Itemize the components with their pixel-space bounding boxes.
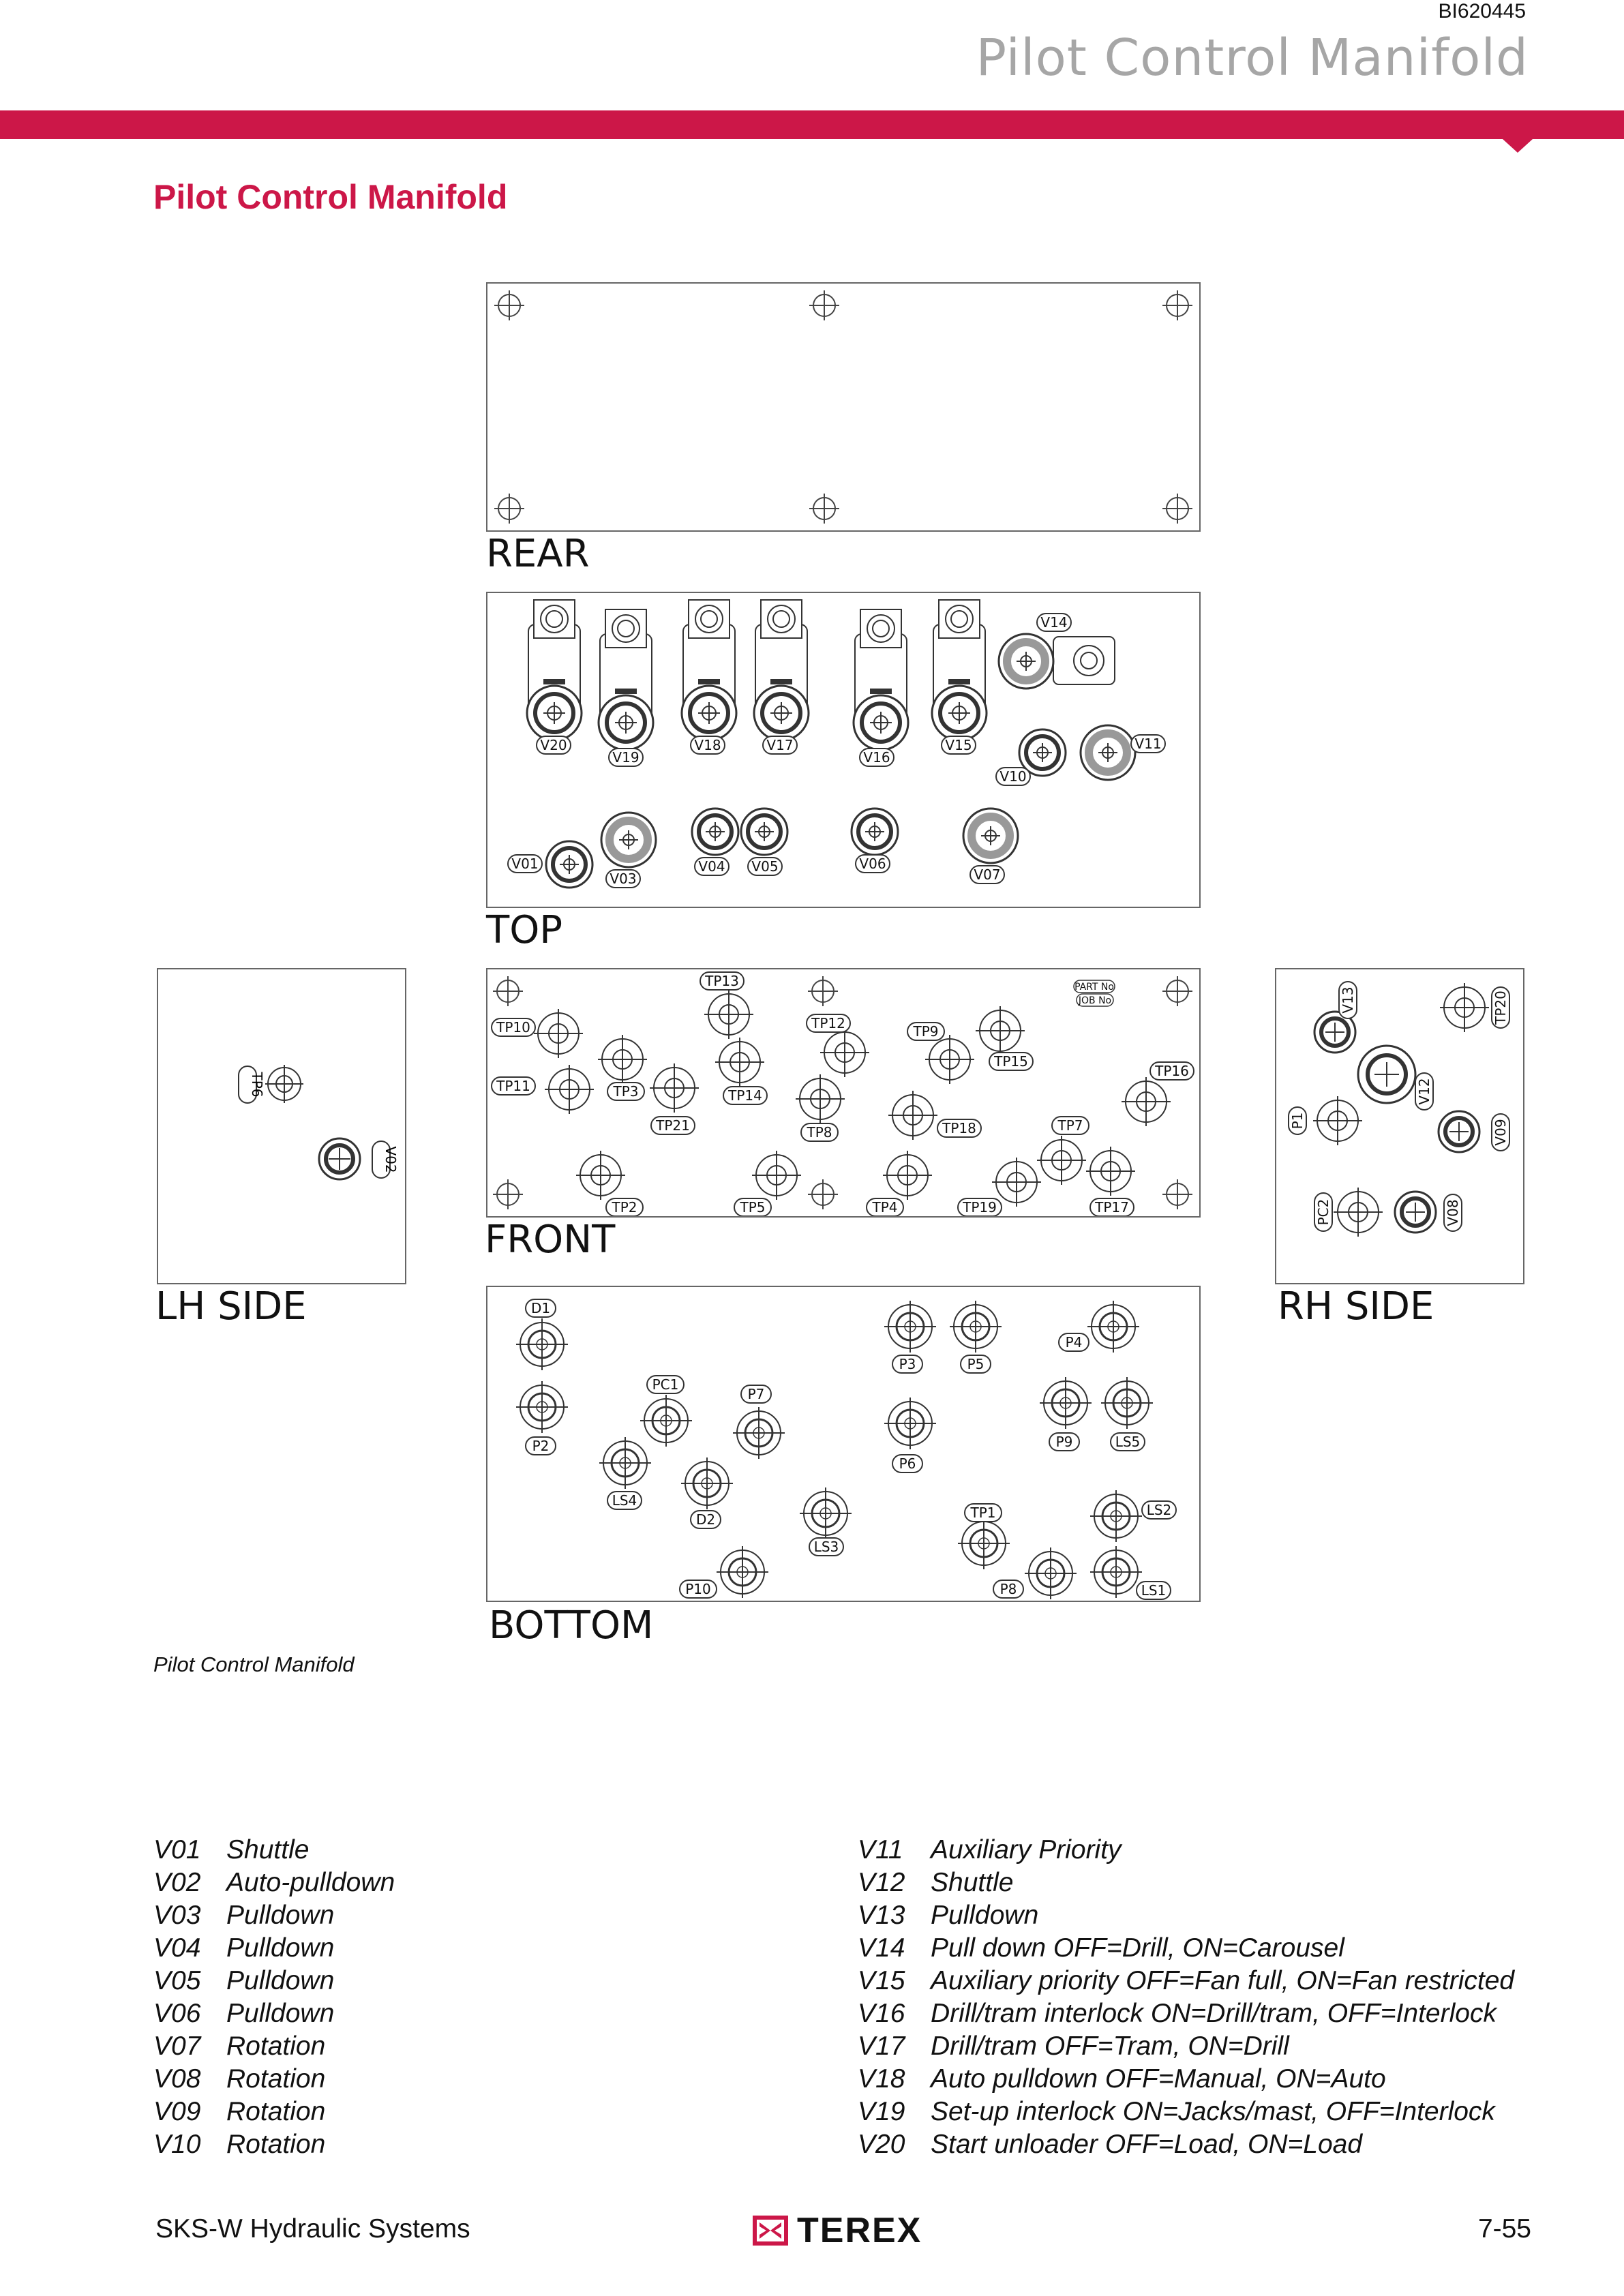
port-p6-icon: [884, 1398, 936, 1449]
port-tp16-icon: [1122, 1077, 1171, 1126]
legend-code: V13: [858, 1901, 905, 1930]
label-tp12: [807, 1014, 850, 1032]
legend-desc: Pulldown: [226, 1966, 335, 1995]
mount-hole-icon: [809, 290, 839, 320]
svg-text:P3: P3: [899, 1356, 916, 1372]
svg-text:TP10: TP10: [496, 1019, 530, 1036]
label-v16: [860, 749, 894, 766]
svg-text:TP7: TP7: [1057, 1117, 1083, 1134]
svg-text:P4: P4: [1065, 1334, 1083, 1350]
section-title: Pilot Control Manifold: [153, 178, 508, 216]
svg-text:P5: P5: [967, 1356, 984, 1372]
port-p5-icon: [950, 1301, 1002, 1353]
legend-row: [153, 1965, 395, 1997]
mount-hole-icon: [493, 1179, 523, 1209]
label-pc1: [647, 1376, 684, 1393]
port-tp15-icon: [976, 1006, 1025, 1055]
label-ls5: [1111, 1433, 1145, 1451]
label-v20: [537, 736, 571, 754]
legend-code: V08: [153, 2064, 201, 2094]
port-tp7-icon: [1037, 1136, 1086, 1185]
svg-text:V15: V15: [945, 737, 972, 753]
valve-v15-icon: [932, 600, 987, 740]
bottom-view-drawing: [487, 1287, 1199, 1601]
legend-code: V05: [153, 1966, 201, 1995]
legend-code: V03: [153, 1901, 201, 1930]
legend-desc: Drill/tram interlock ON=Drill/tram, OFF=Interlock: [931, 1999, 1497, 2028]
legend-row: [153, 2096, 395, 2128]
svg-text:V06: V06: [859, 856, 886, 872]
valve-v12-icon: [1358, 1046, 1415, 1103]
svg-text:LS3: LS3: [813, 1539, 839, 1555]
legend-code: V16: [858, 1999, 905, 2028]
svg-text:V04: V04: [698, 858, 725, 875]
svg-text:V12: V12: [1416, 1078, 1432, 1105]
legend-code: V12: [858, 1868, 905, 1897]
label-v06: [856, 855, 890, 873]
top-view-drawing: [487, 593, 1199, 907]
label-p10: [680, 1580, 717, 1598]
legend-code: V11: [858, 1835, 903, 1864]
label-p2: [526, 1437, 556, 1455]
port-ls2-icon: [1090, 1490, 1142, 1542]
svg-text:P9: P9: [1055, 1434, 1073, 1450]
legend-desc: Rotation: [226, 2097, 326, 2126]
port-p9-icon: [1040, 1377, 1092, 1429]
svg-text:D2: D2: [695, 1511, 716, 1528]
svg-text:TP19: TP19: [963, 1199, 997, 1215]
port-tp5-icon: [752, 1151, 801, 1200]
label-v03: [606, 870, 640, 888]
port-p7-icon: [733, 1407, 785, 1459]
port-d2-icon: [681, 1457, 733, 1509]
label-p3: [892, 1355, 922, 1373]
valve-v03-icon: [601, 813, 656, 867]
label-v09: [1492, 1114, 1509, 1151]
svg-text:V09: V09: [1492, 1119, 1509, 1146]
legend-row: [153, 2030, 395, 2063]
port-tp19-icon: [992, 1158, 1041, 1207]
legend-desc: Auto pulldown OFF=Manual, ON=Auto: [931, 2064, 1386, 2094]
port-tp2-icon: [576, 1151, 625, 1200]
lh-side-panel: [157, 968, 406, 1284]
valve-v14-icon: [999, 634, 1115, 689]
legend-row: [858, 1867, 1514, 1899]
label-ls4: [607, 1492, 642, 1509]
label-v13: [1339, 982, 1357, 1018]
mount-hole-icon: [494, 494, 524, 524]
label-v10: [996, 768, 1030, 785]
rh-side-drawing: [1276, 969, 1523, 1283]
mount-hole-icon: [809, 494, 839, 524]
legend-row: [153, 1997, 395, 2030]
port-d1-icon: [516, 1318, 568, 1370]
legend-desc: Pulldown: [226, 1933, 335, 1963]
legend-desc: Pulldown: [226, 1901, 335, 1930]
svg-text:V20: V20: [540, 737, 567, 753]
legend-row: [858, 2128, 1514, 2161]
svg-text:LS1: LS1: [1141, 1582, 1167, 1599]
label-v12: [1415, 1073, 1433, 1110]
port-tp13-icon: [704, 990, 753, 1039]
svg-text:P6: P6: [899, 1455, 916, 1472]
bottom-view-label: BOTTOM: [489, 1603, 654, 1648]
label-d2: [691, 1511, 721, 1528]
svg-text:V16: V16: [863, 749, 890, 766]
svg-text:TP3: TP3: [613, 1083, 639, 1100]
svg-text:V19: V19: [612, 749, 640, 766]
legend-row: [858, 1834, 1514, 1867]
port-tp9-icon: [925, 1035, 974, 1084]
rear-view-label: REAR: [486, 532, 590, 576]
label-v15: [942, 736, 976, 754]
svg-text:TP21: TP21: [656, 1117, 690, 1134]
terex-logo-text: TEREX: [797, 2211, 922, 2250]
label-v19: [609, 749, 643, 766]
valve-v16-icon: [854, 609, 908, 750]
label-tp14: [723, 1087, 767, 1104]
valve-v01-icon: [546, 841, 592, 888]
label-tp6: [239, 1066, 265, 1103]
port-tp21-icon: [650, 1063, 699, 1113]
label-tp7: [1052, 1117, 1089, 1134]
legend-desc: Auxiliary Priority: [931, 1835, 1122, 1864]
bottom-view-panel: [486, 1286, 1201, 1602]
footer-manual-title: SKS-W Hydraulic Systems: [155, 2214, 470, 2244]
svg-text:TP9: TP9: [913, 1023, 939, 1040]
label-pc2: [1314, 1193, 1332, 1231]
valve-legend-right: [858, 1834, 1514, 2161]
port-tp11-icon: [545, 1065, 594, 1114]
svg-text:V14: V14: [1040, 614, 1068, 631]
port-tp20-icon: [1440, 983, 1489, 1032]
svg-text:V17: V17: [766, 737, 794, 753]
label-v18: [691, 736, 725, 754]
label-p6: [892, 1455, 922, 1472]
front-view-label: FRONT: [485, 1218, 616, 1262]
svg-text:PC2: PC2: [1315, 1198, 1332, 1226]
label-tp20: [1492, 987, 1509, 1028]
valve-v20-icon: [527, 600, 582, 740]
label-tp2: [606, 1198, 643, 1216]
svg-text:P2: P2: [532, 1438, 550, 1454]
legend-row: [153, 1834, 395, 1867]
port-pc2-icon: [1334, 1188, 1383, 1237]
rh-side-panel: [1275, 968, 1524, 1284]
svg-text:TP13: TP13: [705, 973, 739, 989]
legend-desc: Rotation: [226, 2064, 326, 2094]
label-ls2: [1142, 1501, 1176, 1519]
label-v08: [1444, 1194, 1462, 1231]
svg-text:PC1: PC1: [652, 1376, 679, 1393]
svg-text:LS2: LS2: [1146, 1502, 1172, 1518]
label-tp10: [492, 1018, 535, 1036]
port-tp6-icon: [265, 1065, 303, 1103]
label-tp9: [907, 1023, 944, 1040]
legend-row: [858, 1932, 1514, 1965]
mount-hole-icon: [493, 976, 523, 1006]
label-p9: [1049, 1433, 1079, 1451]
top-view-label: TOP: [486, 908, 563, 952]
svg-text:TP18: TP18: [942, 1120, 976, 1136]
port-p10-icon: [717, 1546, 768, 1598]
svg-text:V02: V02: [382, 1146, 399, 1173]
rh-side-label: RH SIDE: [1278, 1284, 1434, 1329]
port-tp10-icon: [534, 1009, 583, 1058]
label-tp8: [801, 1123, 838, 1141]
legend-desc: Rotation: [226, 2130, 326, 2159]
port-tp1-icon: [958, 1517, 1010, 1569]
job-number-plate: [1077, 994, 1113, 1006]
svg-text:V03: V03: [610, 871, 637, 887]
label-p8: [993, 1580, 1023, 1598]
svg-text:D1: D1: [530, 1300, 551, 1316]
svg-text:V10: V10: [999, 768, 1027, 785]
mount-hole-icon: [808, 976, 838, 1006]
part-number-plate: [1074, 980, 1115, 993]
port-p1-icon: [1313, 1096, 1362, 1145]
document-id: BI620445: [1438, 0, 1526, 22]
label-p7: [741, 1385, 771, 1403]
label-tp5: [734, 1198, 771, 1216]
port-pc1-icon: [640, 1395, 692, 1447]
header-title: Pilot Control Manifold: [976, 29, 1529, 87]
legend-desc: Shuttle: [931, 1868, 1014, 1897]
legend-desc: Auxiliary priority OFF=Fan full, ON=Fan restricted: [931, 1966, 1515, 1995]
label-p4: [1059, 1333, 1089, 1351]
valve-v02-icon: [319, 1138, 360, 1179]
legend-desc: Pulldown: [931, 1901, 1039, 1930]
port-ls4-icon: [599, 1437, 651, 1489]
front-view-panel: [486, 968, 1201, 1218]
svg-text:PART No: PART No: [1074, 982, 1114, 993]
svg-text:V18: V18: [694, 737, 721, 753]
label-d1: [526, 1299, 556, 1317]
legend-row: [858, 2030, 1514, 2063]
svg-text:P10: P10: [685, 1581, 711, 1597]
lh-side-label: LH SIDE: [155, 1284, 307, 1329]
port-ls3-icon: [800, 1487, 852, 1539]
port-tp18-icon: [888, 1091, 937, 1140]
legend-code: V01: [153, 1835, 201, 1864]
legend-desc: Pulldown: [226, 1999, 335, 2028]
svg-text:LS4: LS4: [612, 1492, 637, 1509]
legend-desc: Shuttle: [226, 1835, 310, 1864]
svg-text:TP2: TP2: [612, 1199, 637, 1215]
label-tp13: [700, 972, 744, 990]
label-tp1: [965, 1504, 1002, 1522]
label-v14: [1037, 614, 1071, 631]
legend-desc: Start unloader OFF=Load, ON=Load: [931, 2130, 1363, 2159]
label-p1: [1289, 1107, 1306, 1134]
svg-text:V07: V07: [974, 866, 1001, 883]
mount-hole-icon: [808, 1179, 838, 1209]
port-p3-icon: [884, 1301, 936, 1353]
legend-desc: Set-up interlock ON=Jacks/mast, OFF=Interlock: [931, 2097, 1495, 2126]
port-tp12-icon: [820, 1028, 869, 1077]
mount-hole-icon: [1162, 1179, 1192, 1209]
mount-hole-icon: [1162, 976, 1192, 1006]
legend-code: V17: [858, 2031, 905, 2061]
port-tp14-icon: [715, 1038, 764, 1087]
svg-text:TP14: TP14: [728, 1087, 762, 1104]
svg-text:TP6: TP6: [249, 1072, 265, 1098]
valve-v05-icon: [741, 809, 787, 855]
legend-row: [153, 2063, 395, 2096]
legend-row: [858, 1899, 1514, 1932]
top-view-panel: [486, 592, 1201, 908]
legend-code: V07: [153, 2031, 201, 2061]
label-tp15: [989, 1053, 1033, 1070]
legend-desc: Auto-pulldown: [226, 1868, 395, 1897]
legend-code: V06: [153, 1999, 201, 2028]
port-ls5-icon: [1101, 1377, 1153, 1429]
svg-text:V11: V11: [1134, 736, 1162, 752]
rear-view-drawing: [487, 284, 1199, 530]
header-red-bar: [0, 110, 1624, 139]
port-tp3-icon: [598, 1035, 647, 1084]
valve-legend-left: [153, 1834, 395, 2161]
label-v17: [763, 736, 797, 754]
valve-v07-icon: [963, 809, 1018, 863]
valve-v19-icon: [599, 609, 653, 750]
svg-text:V08: V08: [1445, 1199, 1461, 1226]
port-tp8-icon: [796, 1074, 845, 1123]
legend-row: [858, 2096, 1514, 2128]
svg-text:TP11: TP11: [496, 1078, 530, 1094]
page-number: 7-55: [1477, 2214, 1531, 2244]
header-notch: [1503, 139, 1533, 153]
svg-text:JOB No: JOB No: [1078, 995, 1112, 1006]
label-v11: [1131, 735, 1165, 753]
label-tp18: [937, 1119, 981, 1137]
port-tp4-icon: [883, 1151, 932, 1200]
svg-text:TP5: TP5: [740, 1199, 766, 1215]
mount-hole-icon: [1162, 494, 1192, 524]
svg-text:TP1: TP1: [970, 1505, 996, 1521]
svg-text:P8: P8: [999, 1581, 1017, 1597]
legend-desc: Pull down OFF=Drill, ON=Carousel: [931, 1933, 1344, 1963]
legend-row: [153, 1932, 395, 1965]
port-tp17-icon: [1086, 1147, 1135, 1196]
legend-code: V15: [858, 1966, 905, 1995]
port-p8-icon: [1025, 1547, 1077, 1599]
legend-row: [153, 1867, 395, 1899]
label-tp17: [1090, 1198, 1134, 1216]
mount-hole-icon: [1162, 290, 1192, 320]
mount-hole-icon: [494, 290, 524, 320]
port-ls1-icon: [1090, 1546, 1142, 1598]
terex-logo: [752, 2210, 922, 2251]
label-tp16: [1150, 1062, 1194, 1080]
valve-v06-icon: [852, 809, 898, 855]
valve-v08-icon: [1395, 1192, 1436, 1233]
svg-text:V13: V13: [1340, 986, 1356, 1014]
svg-text:TP15: TP15: [994, 1053, 1028, 1070]
legend-code: V09: [153, 2097, 201, 2126]
svg-text:LS5: LS5: [1115, 1434, 1141, 1450]
legend-row: [858, 1997, 1514, 2030]
label-tp21: [651, 1117, 695, 1134]
legend-row: [858, 1965, 1514, 1997]
svg-text:TP8: TP8: [807, 1124, 832, 1141]
legend-code: V18: [858, 2064, 905, 2094]
legend-row: [858, 2063, 1514, 2096]
label-tp4: [867, 1198, 903, 1216]
label-ls1: [1137, 1582, 1171, 1599]
rear-view-panel: [486, 282, 1201, 532]
label-v01: [508, 855, 542, 873]
legend-row: [153, 1899, 395, 1932]
valve-v11-icon: [1081, 725, 1135, 780]
svg-text:TP4: TP4: [872, 1199, 898, 1215]
label-tp19: [958, 1198, 1002, 1216]
legend-desc: Rotation: [226, 2031, 326, 2061]
svg-text:V05: V05: [751, 858, 779, 875]
port-p4-icon: [1087, 1301, 1139, 1353]
label-v05: [748, 858, 782, 875]
legend-code: V20: [858, 2130, 905, 2159]
legend-desc: Drill/tram OFF=Tram, ON=Drill: [931, 2031, 1289, 2061]
lh-side-drawing: [158, 969, 405, 1283]
figure-caption: Pilot Control Manifold: [153, 1652, 355, 1676]
terex-logo-icon: [752, 2215, 789, 2246]
legend-code: V14: [858, 1933, 905, 1963]
svg-text:TP16: TP16: [1155, 1063, 1189, 1079]
label-tp11: [492, 1077, 535, 1095]
label-p5: [961, 1355, 991, 1373]
label-v07: [970, 866, 1004, 883]
legend-code: V04: [153, 1933, 201, 1963]
valve-v09-icon: [1439, 1111, 1479, 1152]
svg-text:V01: V01: [511, 856, 539, 872]
valve-v17-icon: [754, 600, 809, 740]
legend-code: V10: [153, 2130, 201, 2159]
label-v04: [695, 858, 729, 875]
svg-text:P7: P7: [747, 1386, 765, 1402]
valve-v18-icon: [682, 600, 736, 740]
label-v02: [372, 1141, 399, 1178]
front-view-drawing: [487, 969, 1199, 1216]
legend-row: [153, 2128, 395, 2161]
legend-code: V19: [858, 2097, 905, 2126]
valve-v04-icon: [692, 809, 738, 855]
svg-text:TP20: TP20: [1492, 991, 1509, 1025]
label-tp3: [607, 1083, 644, 1100]
port-p2-icon: [516, 1381, 568, 1433]
legend-code: V02: [153, 1868, 201, 1897]
svg-text:TP17: TP17: [1095, 1199, 1129, 1215]
svg-text:TP12: TP12: [811, 1015, 845, 1031]
label-ls3: [809, 1538, 843, 1556]
svg-text:P1: P1: [1289, 1112, 1306, 1130]
